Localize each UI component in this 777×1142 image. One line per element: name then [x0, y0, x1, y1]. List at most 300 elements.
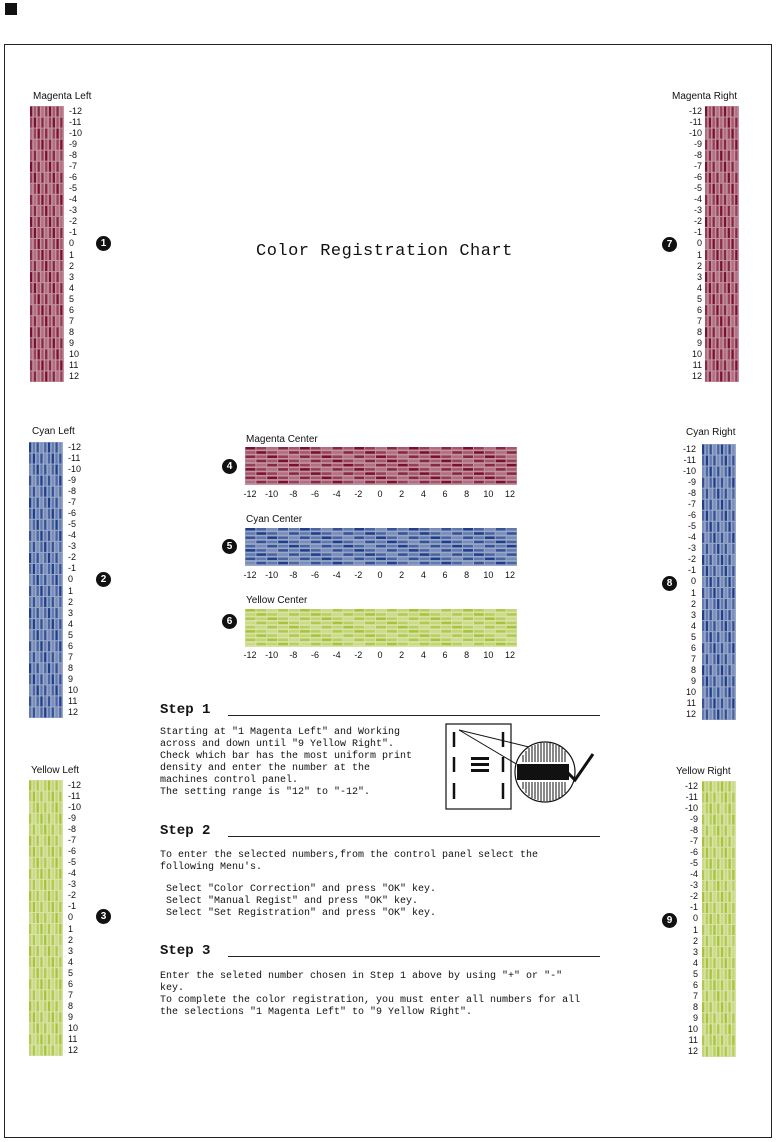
strip-cell: [702, 914, 734, 924]
scale-tick: 0: [69, 238, 75, 249]
strip-cell: [485, 528, 495, 564]
strip-cell: [702, 793, 734, 803]
text-line: Select "Manual Regist" and press "OK" key.: [166, 896, 419, 907]
text-line: To complete the color registration, you must enter all numbers for all: [160, 995, 581, 1006]
strip-cell: [430, 528, 440, 564]
strip-cell: [322, 447, 332, 483]
strip-cell: [256, 609, 266, 645]
uniform-bar-diagram-icon: [445, 722, 605, 812]
strip-cell: [29, 847, 61, 857]
strip-cell: [29, 913, 61, 923]
strip-cell: [702, 588, 734, 598]
step-1-title: Step 1: [160, 702, 211, 718]
scale-tick: 12: [504, 489, 515, 499]
scale-tick: -7: [689, 836, 698, 847]
cyan-left-label: Cyan Left: [32, 426, 75, 437]
scale-tick: 12: [691, 370, 702, 381]
scale-tick: -9: [68, 813, 77, 824]
text-line: across and down until "9 Yellow Right".: [160, 739, 395, 750]
scale-tick: -6: [310, 570, 319, 580]
scale-tick: 7: [692, 990, 698, 1001]
scale-tick: -4: [332, 489, 341, 499]
yellow-center-strip: [245, 609, 517, 647]
scale-tick: -10: [682, 466, 696, 477]
strip-cell: [702, 621, 734, 631]
scale-tick: -10: [265, 489, 279, 499]
strip-cell: [705, 173, 737, 183]
cyan-right-strip: [702, 444, 736, 720]
scale-tick: 10: [685, 686, 696, 697]
strip-cell: [289, 528, 299, 564]
strip-cell: [441, 609, 451, 645]
scale-tick: -10: [68, 802, 82, 813]
scale-tick: 4: [68, 618, 74, 629]
strip-cell: [463, 528, 473, 564]
scale-tick: 3: [69, 271, 75, 282]
step-2-rule: [228, 836, 600, 837]
strip-cell: [702, 1013, 734, 1023]
scale-tick: 9: [696, 337, 702, 348]
scale-tick: -2: [354, 489, 363, 499]
strip-cell: [702, 500, 734, 510]
strip-cell: [29, 542, 61, 552]
strip-cell: [29, 476, 61, 486]
badge-5-icon: 5: [222, 539, 237, 554]
strip-cell: [30, 129, 62, 139]
scale-tick: -9: [68, 475, 77, 486]
badge-8-icon: 8: [662, 576, 677, 591]
strip-cell: [702, 782, 734, 792]
scale-tick: -1: [69, 227, 78, 238]
strip-cell: [246, 609, 256, 645]
strip-cell: [705, 129, 737, 139]
scale-tick: 10: [483, 489, 494, 499]
scale-tick: 11: [68, 1033, 78, 1044]
strip-cell: [398, 528, 408, 564]
strip-cell: [702, 665, 734, 675]
scale-tick: 8: [68, 1000, 74, 1011]
strip-cell: [30, 217, 62, 227]
scale-tick: -9: [687, 477, 696, 488]
strip-cell: [29, 454, 61, 464]
scale-tick: -8: [687, 488, 696, 499]
scale-tick: 2: [68, 934, 74, 945]
text-line: The setting range is "12" to "-12".: [160, 787, 371, 798]
scale-tick: 12: [68, 706, 79, 717]
strip-cell: [463, 447, 473, 483]
badge-3-icon: 3: [96, 909, 111, 924]
scale-tick: 0: [377, 650, 383, 660]
strip-cell: [30, 360, 62, 370]
strip-cell: [256, 447, 266, 483]
step-3-rule: [228, 956, 600, 957]
text-line: machines control panel.: [160, 775, 299, 786]
scale-tick: -5: [693, 183, 702, 194]
strip-cell: [30, 151, 62, 161]
strip-cell: [29, 825, 61, 835]
strip-cell: [343, 609, 353, 645]
strip-cell: [29, 663, 61, 673]
scale-tick: -12: [243, 650, 257, 660]
text-line: To enter the selected numbers,from the control panel select the: [160, 850, 539, 861]
scale-tick: 1: [696, 249, 702, 260]
strip-cell: [29, 803, 61, 813]
strip-cell: [333, 528, 343, 564]
scale-tick: 6: [68, 978, 74, 989]
strip-cell: [278, 609, 288, 645]
strip-cell: [30, 107, 62, 117]
strip-cell: [702, 870, 734, 880]
strip-cell: [300, 609, 310, 645]
scale-tick: -6: [310, 489, 319, 499]
scale-tick: 5: [690, 631, 696, 642]
scale-tick: -11: [685, 792, 698, 803]
strip-cell: [29, 869, 61, 879]
magenta-right-scale: [676, 106, 702, 382]
scale-tick: 11: [692, 359, 702, 370]
text-line: following Menu's.: [160, 862, 263, 873]
magenta-center-label: Magenta Center: [246, 434, 318, 445]
strip-cell: [322, 609, 332, 645]
strip-cell: [30, 140, 62, 150]
strip-cell: [29, 498, 61, 508]
strip-cell: [29, 487, 61, 497]
scale-tick: -9: [689, 814, 698, 825]
scale-tick: 7: [68, 989, 74, 1000]
strip-cell: [30, 349, 62, 359]
strip-cell: [246, 447, 256, 483]
strip-cell: [333, 609, 343, 645]
badge-4-icon: 4: [222, 459, 237, 474]
scale-tick: 6: [442, 489, 448, 499]
strip-cell: [702, 1046, 734, 1056]
strip-cell: [702, 533, 734, 543]
scale-tick: -4: [693, 194, 702, 205]
scale-tick: 8: [68, 662, 74, 673]
text-line: Select "Set Registration" and press "OK" key.: [166, 908, 437, 919]
strip-cell: [29, 531, 61, 541]
strip-cell: [30, 195, 62, 205]
scale-tick: -8: [68, 486, 77, 497]
strip-cell: [29, 1001, 61, 1011]
scale-tick: 0: [377, 570, 383, 580]
scale-tick: 4: [420, 570, 426, 580]
scale-tick: 2: [696, 260, 702, 271]
scale-tick: -7: [693, 161, 702, 172]
scale-tick: 6: [442, 570, 448, 580]
scale-tick: 3: [68, 945, 74, 956]
scale-tick: -4: [332, 570, 341, 580]
strip-cell: [702, 848, 734, 858]
strip-cell: [29, 968, 61, 978]
strip-cell: [29, 781, 61, 791]
strip-cell: [705, 184, 737, 194]
scale-tick: -4: [69, 194, 78, 205]
badge-1-icon: 1: [96, 236, 111, 251]
scale-tick: -10: [265, 650, 279, 660]
scale-tick: -12: [243, 489, 257, 499]
scale-tick: 6: [69, 304, 75, 315]
strip-cell: [702, 687, 734, 697]
strip-cell: [387, 528, 397, 564]
yellow-center-label: Yellow Center: [246, 595, 308, 606]
strip-cell: [452, 447, 462, 483]
scale-tick: 12: [68, 1044, 79, 1055]
strip-cell: [29, 443, 61, 453]
strip-cell: [702, 837, 734, 847]
strip-cell: [30, 305, 62, 315]
strip-cell: [29, 465, 61, 475]
text-line: Enter the seleted number chosen in Step 1 above by using "+" or "-": [160, 971, 563, 982]
scale-tick: -11: [68, 791, 81, 802]
strip-cell: [705, 349, 737, 359]
strip-cell: [365, 528, 375, 564]
strip-cell: [705, 250, 737, 260]
scale-tick: 10: [68, 1022, 79, 1033]
strip-cell: [496, 447, 506, 483]
strip-cell: [702, 709, 734, 719]
strip-cell: [409, 447, 419, 483]
scale-tick: -8: [693, 150, 702, 161]
scale-tick: 6: [692, 979, 698, 990]
scale-tick: 4: [690, 620, 696, 631]
strip-cell: [300, 447, 310, 483]
cyan-left-strip: [29, 442, 63, 718]
strip-cell: [29, 685, 61, 695]
strip-cell: [246, 528, 256, 564]
strip-cell: [702, 1035, 734, 1045]
strip-cell: [702, 859, 734, 869]
strip-cell: [705, 294, 737, 304]
strip-cell: [30, 338, 62, 348]
scale-tick: -8: [68, 824, 77, 835]
strip-cell: [702, 881, 734, 891]
strip-cell: [463, 609, 473, 645]
strip-cell: [29, 520, 61, 530]
strip-cell: [452, 609, 462, 645]
scale-tick: -9: [693, 139, 702, 150]
scale-tick: 2: [692, 935, 698, 946]
strip-cell: [29, 608, 61, 618]
scale-tick: 10: [69, 348, 80, 359]
scale-tick: -4: [689, 869, 698, 880]
strip-cell: [29, 641, 61, 651]
strip-cell: [29, 575, 61, 585]
strip-cell: [29, 836, 61, 846]
strip-cell: [267, 447, 277, 483]
strip-cell: [29, 946, 61, 956]
scale-tick: -12: [688, 106, 702, 116]
scale-tick: -1: [689, 902, 698, 913]
scale-tick: -11: [683, 455, 696, 466]
scale-tick: 9: [69, 337, 75, 348]
strip-cell: [430, 609, 440, 645]
scale-tick: -12: [68, 442, 82, 452]
scale-tick: 1: [690, 587, 696, 598]
scale-tick: -9: [69, 139, 78, 150]
step-2-menu-list: [166, 884, 436, 920]
scale-tick: 2: [399, 489, 405, 499]
strip-cell: [29, 652, 61, 662]
strip-cell: [29, 902, 61, 912]
badge-2-icon: 2: [96, 572, 111, 587]
strip-cell: [30, 184, 62, 194]
scale-tick: 11: [68, 695, 78, 706]
scale-tick: -2: [693, 216, 702, 227]
scale-tick: 12: [504, 570, 515, 580]
scale-tick: 2: [399, 570, 405, 580]
step-2-title: Step 2: [160, 823, 211, 839]
strip-cell: [420, 447, 430, 483]
strip-cell: [507, 447, 517, 483]
strip-cell: [705, 371, 737, 381]
scale-tick: 0: [377, 489, 383, 499]
scale-tick: 5: [69, 293, 75, 304]
strip-cell: [343, 447, 353, 483]
scale-tick: 10: [483, 650, 494, 660]
scale-tick: 12: [687, 1045, 698, 1056]
strip-cell: [702, 555, 734, 565]
badge-6-icon: 6: [222, 614, 237, 629]
strip-cell: [29, 814, 61, 824]
scale-tick: 0: [692, 913, 698, 924]
scale-tick: -2: [69, 216, 78, 227]
strip-cell: [343, 528, 353, 564]
scale-tick: 12: [504, 650, 515, 660]
scale-tick: 3: [690, 609, 696, 620]
scale-tick: 8: [464, 570, 470, 580]
strip-cell: [398, 447, 408, 483]
strip-cell: [409, 609, 419, 645]
scale-tick: -5: [68, 519, 77, 530]
scale-tick: -6: [687, 510, 696, 521]
scale-tick: -2: [68, 552, 77, 563]
strip-cell: [474, 528, 484, 564]
strip-cell: [29, 979, 61, 989]
strip-cell: [278, 528, 288, 564]
strip-cell: [398, 609, 408, 645]
scale-tick: -10: [265, 570, 279, 580]
strip-cell: [702, 969, 734, 979]
strip-cell: [702, 577, 734, 587]
strip-cell: [702, 947, 734, 957]
scale-tick: 0: [68, 912, 74, 923]
scale-tick: 2: [399, 650, 405, 660]
badge-7-icon: 7: [662, 237, 677, 252]
strip-cell: [29, 630, 61, 640]
scale-tick: -3: [689, 880, 698, 891]
scale-tick: 9: [692, 1012, 698, 1023]
scale-tick: 5: [696, 293, 702, 304]
strip-cell: [29, 792, 61, 802]
scale-tick: 7: [68, 651, 74, 662]
cyan-center-label: Cyan Center: [246, 514, 303, 525]
yellow-left-strip: [29, 780, 63, 1056]
strip-cell: [474, 447, 484, 483]
strip-cell: [354, 528, 364, 564]
scale-tick: -2: [354, 570, 363, 580]
yellow-left-scale: [68, 780, 94, 1056]
scale-tick: -3: [68, 879, 77, 890]
scale-tick: 9: [690, 675, 696, 686]
strip-cell: [485, 447, 495, 483]
strip-cell: [30, 294, 62, 304]
strip-cell: [702, 511, 734, 521]
scale-tick: 1: [68, 585, 74, 596]
scale-tick: -8: [289, 570, 298, 580]
scale-tick: -3: [68, 541, 77, 552]
strip-cell: [702, 632, 734, 642]
strip-cell: [496, 528, 506, 564]
strip-cell: [376, 447, 386, 483]
scale-tick: 11: [69, 359, 79, 370]
scale-tick: 8: [696, 326, 702, 337]
strip-cell: [705, 261, 737, 271]
scale-tick: -10: [684, 803, 698, 814]
strip-cell: [705, 228, 737, 238]
scale-tick: 6: [442, 650, 448, 660]
strip-cell: [387, 447, 397, 483]
scale-tick: -2: [689, 891, 698, 902]
strip-cell: [354, 447, 364, 483]
strip-cell: [29, 696, 61, 706]
scale-tick: -8: [289, 489, 298, 499]
scale-tick: 10: [691, 348, 702, 359]
scale-tick: -3: [687, 543, 696, 554]
scale-tick: -7: [687, 499, 696, 510]
step-1-rule: [228, 715, 600, 716]
scale-tick: 11: [688, 1034, 698, 1045]
scale-tick: -7: [68, 497, 77, 508]
strip-cell: [29, 1012, 61, 1022]
strip-cell: [705, 239, 737, 249]
strip-cell: [420, 528, 430, 564]
scale-tick: -11: [689, 117, 702, 128]
scale-tick: -3: [693, 205, 702, 216]
strip-cell: [30, 261, 62, 271]
strip-cell: [705, 162, 737, 172]
scale-tick: 4: [68, 956, 74, 967]
strip-cell: [278, 447, 288, 483]
scale-tick: 10: [483, 570, 494, 580]
scale-tick: -8: [689, 825, 698, 836]
scale-tick: 9: [68, 1011, 74, 1022]
strip-cell: [702, 892, 734, 902]
scale-tick: 12: [69, 370, 80, 381]
magenta-right-label: Magenta Right: [672, 91, 738, 102]
scale-tick: -11: [68, 453, 81, 464]
strip-cell: [702, 599, 734, 609]
strip-cell: [430, 447, 440, 483]
strip-cell: [29, 891, 61, 901]
scale-tick: 0: [68, 574, 74, 585]
strip-cell: [30, 162, 62, 172]
corner-mark: [5, 3, 17, 15]
strip-cell: [387, 609, 397, 645]
strip-cell: [29, 707, 61, 717]
scale-tick: -8: [289, 650, 298, 660]
strip-cell: [311, 447, 321, 483]
scale-tick: 7: [690, 653, 696, 664]
scale-tick: 1: [68, 923, 74, 934]
scale-tick: -6: [68, 846, 77, 857]
strip-cell: [705, 316, 737, 326]
strip-cell: [702, 544, 734, 554]
scale-tick: 12: [685, 708, 696, 719]
strip-cell: [29, 924, 61, 934]
strip-cell: [705, 272, 737, 282]
scale-tick: 5: [68, 629, 74, 640]
